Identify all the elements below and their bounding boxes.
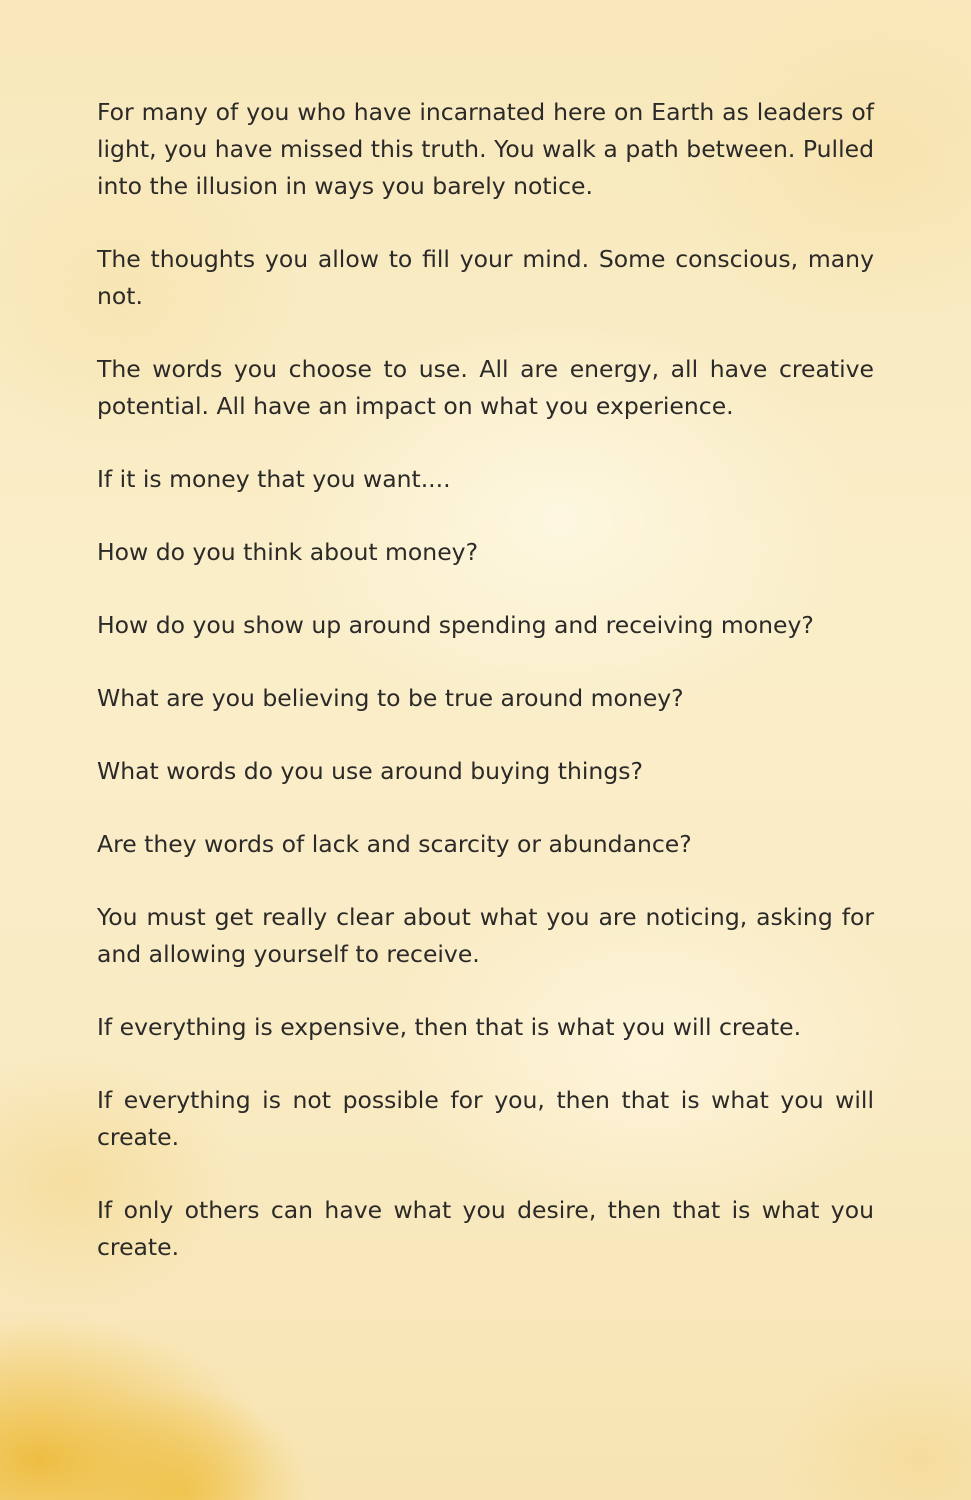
paragraph-think-money: How do you think about money? — [97, 538, 479, 566]
paragraph-buying-words: What words do you use around buying things? — [97, 757, 643, 785]
paragraph-only-others: If only others can have what you desire, then that is what you create. — [97, 1196, 874, 1261]
paragraph-leaders-of-light: For many of you who have incarnated here on Earth as leaders of light, you have missed this truth. You walk a path between. Pulled into the illusion in ways you barely notice. — [97, 98, 874, 200]
paragraph-thoughts: The thoughts you allow to fill your mind. Some conscious, many not. — [97, 245, 874, 310]
paragraph-words: The words you choose to use. All are energy, all have creative potential. All have an impact on what you experience. — [97, 355, 874, 420]
paragraph-money-want: If it is money that you want.... — [97, 465, 451, 493]
paragraph-not-possible: If everything is not possible for you, then that is what you will create. — [97, 1086, 874, 1151]
document-body — [97, 94, 874, 1302]
paragraph-get-clear: You must get really clear about what you are noticing, asking for and allowing yourself to receive. — [97, 903, 874, 968]
paragraph-lack-abundance: Are they words of lack and scarcity or abundance? — [97, 830, 692, 858]
paragraph-expensive: If everything is expensive, then that is what you will create. — [97, 1013, 802, 1041]
paragraph-believing: What are you believing to be true around money? — [97, 684, 684, 712]
paragraph-show-up: How do you show up around spending and receiving money? — [97, 611, 814, 639]
